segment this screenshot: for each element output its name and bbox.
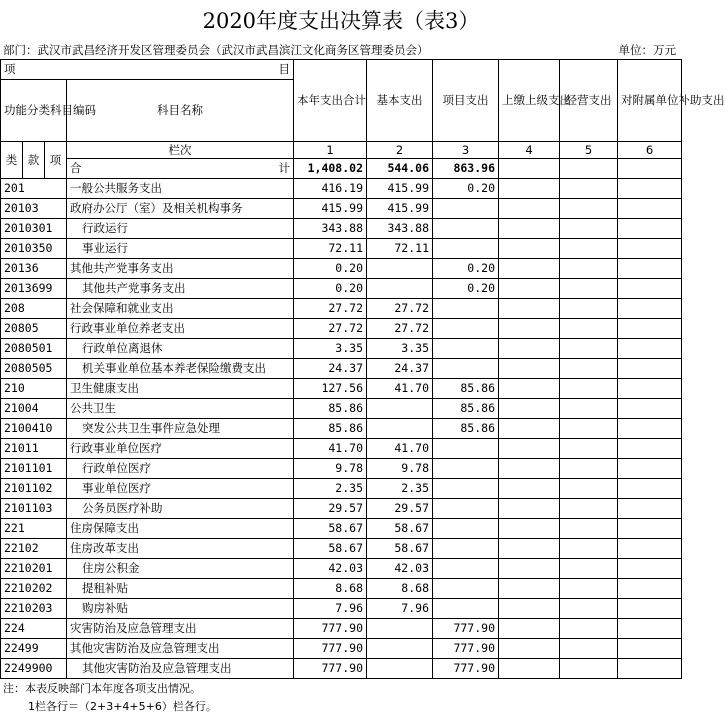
row-total: 8.68 — [294, 579, 367, 599]
row-basic: 27.72 — [367, 319, 433, 339]
row-total: 0.20 — [294, 279, 367, 299]
row-code: 2249900 — [1, 659, 67, 679]
header-project: 项目支出 — [433, 60, 499, 142]
row-total: 3.35 — [294, 339, 367, 359]
note-line-1: 注：本表反映部门本年度各项支出情况。 — [3, 682, 201, 695]
row-business — [560, 439, 618, 459]
row-basic — [367, 639, 433, 659]
row-subsidy — [618, 359, 682, 379]
row-subsidy — [618, 619, 682, 639]
row-project: 85.86 — [433, 379, 499, 399]
row-business — [560, 379, 618, 399]
row-business — [560, 259, 618, 279]
header-xiang2: 项 — [45, 142, 67, 179]
row-name: 机关事业单位基本养老保险缴费支出 — [67, 359, 294, 379]
row-total: 58.67 — [294, 539, 367, 559]
row-subsidy — [618, 239, 682, 259]
row-project — [433, 439, 499, 459]
table-row — [1, 279, 682, 299]
row-basic: 29.57 — [367, 499, 433, 519]
row-total: 29.57 — [294, 499, 367, 519]
row-name: 公务员医疗补助 — [67, 499, 294, 519]
row-total: 85.86 — [294, 419, 367, 439]
row-subsidy — [618, 439, 682, 459]
table-row — [1, 339, 682, 359]
table-row — [1, 419, 682, 439]
total-row-label — [67, 159, 294, 179]
table-row — [1, 519, 682, 539]
row-basic — [367, 259, 433, 279]
row-project — [433, 599, 499, 619]
row-name: 灾害防治及应急管理支出 — [67, 619, 294, 639]
row-business — [560, 219, 618, 239]
row-business — [560, 539, 618, 559]
row-business — [560, 499, 618, 519]
row-basic — [367, 419, 433, 439]
row-code: 2101102 — [1, 479, 67, 499]
row-basic: 41.70 — [367, 439, 433, 459]
row-business — [560, 399, 618, 419]
row-basic: 9.78 — [367, 459, 433, 479]
row-basic: 72.11 — [367, 239, 433, 259]
row-business — [560, 319, 618, 339]
table-row — [1, 459, 682, 479]
table-row — [1, 219, 682, 239]
total-he: 合 — [70, 161, 82, 175]
row-subsidy — [618, 279, 682, 299]
header-basic: 基本支出 — [367, 60, 433, 142]
row-project: 777.90 — [433, 639, 499, 659]
row-upper — [499, 179, 560, 199]
table-row — [1, 539, 682, 559]
table-row — [1, 659, 682, 679]
col-number: 6 — [618, 142, 682, 159]
row-project — [433, 239, 499, 259]
row-total: 7.96 — [294, 599, 367, 619]
row-basic: 58.67 — [367, 519, 433, 539]
header-subject-name: 科目名称 — [67, 80, 294, 142]
row-upper — [499, 479, 560, 499]
row-business — [560, 599, 618, 619]
row-total: 127.56 — [294, 379, 367, 399]
row-name: 事业运行 — [67, 239, 294, 259]
row-total: 42.03 — [294, 559, 367, 579]
row-subsidy — [618, 299, 682, 319]
row-basic: 24.37 — [367, 359, 433, 379]
total-upper — [499, 159, 560, 179]
row-name: 突发公共卫生事件应急处理 — [67, 419, 294, 439]
table-row — [1, 439, 682, 459]
row-basic: 27.72 — [367, 299, 433, 319]
row-name: 行政事业单位医疗 — [67, 439, 294, 459]
row-subsidy — [618, 339, 682, 359]
header-upper: 上缴上级支出 — [499, 60, 560, 142]
row-subsidy — [618, 259, 682, 279]
col-number: 5 — [560, 142, 618, 159]
row-name: 政府办公厅（室）及相关机构事务 — [67, 199, 294, 219]
row-business — [560, 299, 618, 319]
row-name: 社会保障和就业支出 — [67, 299, 294, 319]
row-project — [433, 319, 499, 339]
row-upper — [499, 419, 560, 439]
row-subsidy — [618, 599, 682, 619]
row-upper — [499, 539, 560, 559]
row-project — [433, 459, 499, 479]
table-row — [1, 399, 682, 419]
row-subsidy — [618, 219, 682, 239]
row-total: 777.90 — [294, 659, 367, 679]
row-name: 卫生健康支出 — [67, 379, 294, 399]
row-code: 22499 — [1, 639, 67, 659]
row-name: 住房保障支出 — [67, 519, 294, 539]
row-subsidy — [618, 659, 682, 679]
row-code: 2080501 — [1, 339, 67, 359]
row-subsidy — [618, 499, 682, 519]
row-total: 24.37 — [294, 359, 367, 379]
table-row — [1, 599, 682, 619]
table-row — [1, 579, 682, 599]
header-func-code: 功能分类科目编码 — [1, 80, 67, 142]
table-row — [1, 639, 682, 659]
row-business — [560, 639, 618, 659]
row-upper — [499, 319, 560, 339]
row-upper — [499, 379, 560, 399]
row-code: 208 — [1, 299, 67, 319]
row-basic: 8.68 — [367, 579, 433, 599]
row-project — [433, 299, 499, 319]
row-code: 2010301 — [1, 219, 67, 239]
row-project — [433, 519, 499, 539]
row-total: 85.86 — [294, 399, 367, 419]
row-subsidy — [618, 319, 682, 339]
row-subsidy — [618, 639, 682, 659]
row-code: 2210202 — [1, 579, 67, 599]
row-name: 住房改革支出 — [67, 539, 294, 559]
row-code: 20805 — [1, 319, 67, 339]
row-subsidy — [618, 579, 682, 599]
header-kuan: 款 — [23, 142, 45, 179]
row-basic: 7.96 — [367, 599, 433, 619]
row-name: 购房补贴 — [67, 599, 294, 619]
table-row — [1, 359, 682, 379]
row-basic: 41.70 — [367, 379, 433, 399]
total-project: 863.96 — [433, 159, 499, 179]
row-basic: 415.99 — [367, 179, 433, 199]
row-project: 777.90 — [433, 659, 499, 679]
row-subsidy — [618, 539, 682, 559]
row-business — [560, 519, 618, 539]
row-basic — [367, 279, 433, 299]
row-basic — [367, 659, 433, 679]
row-project: 0.20 — [433, 279, 499, 299]
row-total: 416.19 — [294, 179, 367, 199]
row-business — [560, 279, 618, 299]
row-project: 777.90 — [433, 619, 499, 639]
header-mu: 目 — [278, 62, 290, 76]
row-name: 住房公积金 — [67, 559, 294, 579]
table-row — [1, 479, 682, 499]
row-code: 21011 — [1, 439, 67, 459]
header-xiang-mu — [1, 60, 294, 80]
row-code: 2010350 — [1, 239, 67, 259]
table-row — [1, 379, 682, 399]
unit-label: 单位：万元 — [618, 43, 676, 57]
row-subsidy — [618, 399, 682, 419]
header-total: 本年支出合计 — [294, 60, 367, 142]
row-subsidy — [618, 179, 682, 199]
col-number: 2 — [367, 142, 433, 159]
row-name: 其他灾害防治及应急管理支出 — [67, 639, 294, 659]
row-subsidy — [618, 419, 682, 439]
row-code: 2013699 — [1, 279, 67, 299]
row-upper — [499, 259, 560, 279]
row-upper — [499, 579, 560, 599]
header-lanci: 栏次 — [67, 142, 294, 159]
row-business — [560, 619, 618, 639]
row-subsidy — [618, 379, 682, 399]
row-basic: 3.35 — [367, 339, 433, 359]
row-name: 一般公共服务支出 — [67, 179, 294, 199]
row-total: 2.35 — [294, 479, 367, 499]
expenditure-table — [0, 59, 725, 679]
row-business — [560, 239, 618, 259]
row-basic: 42.03 — [367, 559, 433, 579]
col-number: 1 — [294, 142, 367, 159]
row-basic — [367, 619, 433, 639]
report-title: 2020年度支出决算表（表3） — [202, 9, 480, 33]
row-code: 201 — [1, 179, 67, 199]
row-subsidy — [618, 459, 682, 479]
row-name: 行政事业单位养老支出 — [67, 319, 294, 339]
row-project: 85.86 — [433, 399, 499, 419]
table-row — [1, 259, 682, 279]
row-upper — [499, 279, 560, 299]
row-code: 2080505 — [1, 359, 67, 379]
row-project: 0.20 — [433, 179, 499, 199]
table-row — [1, 239, 682, 259]
department-label: 部门：武汉市武昌经济开发区管理委员会（武汉市武昌滨江文化商务区管理委员会） — [3, 43, 429, 57]
row-total: 0.20 — [294, 259, 367, 279]
row-business — [560, 479, 618, 499]
row-code: 210 — [1, 379, 67, 399]
header-business: 经营支出 — [560, 60, 618, 142]
row-upper — [499, 299, 560, 319]
row-total: 27.72 — [294, 319, 367, 339]
row-business — [560, 459, 618, 479]
row-subsidy — [618, 559, 682, 579]
col-number: 4 — [499, 142, 560, 159]
table-row — [1, 619, 682, 639]
row-total: 343.88 — [294, 219, 367, 239]
row-upper — [499, 459, 560, 479]
row-code: 22102 — [1, 539, 67, 559]
row-business — [560, 179, 618, 199]
row-project: 0.20 — [433, 259, 499, 279]
row-subsidy — [618, 479, 682, 499]
row-upper — [499, 559, 560, 579]
row-name: 其他灾害防治及应急管理支出 — [67, 659, 294, 679]
row-name: 行政单位离退休 — [67, 339, 294, 359]
row-project — [433, 559, 499, 579]
row-subsidy — [618, 519, 682, 539]
row-basic: 343.88 — [367, 219, 433, 239]
row-name: 提租补贴 — [67, 579, 294, 599]
row-total: 41.70 — [294, 439, 367, 459]
total-basic: 544.06 — [367, 159, 433, 179]
table-row — [1, 499, 682, 519]
table-row — [1, 299, 682, 319]
row-business — [560, 419, 618, 439]
row-subsidy — [618, 199, 682, 219]
header-subsidy: 对附属单位补助支出 — [618, 60, 682, 142]
row-business — [560, 359, 618, 379]
row-code: 221 — [1, 519, 67, 539]
row-project — [433, 579, 499, 599]
row-code: 20103 — [1, 199, 67, 219]
row-code: 2101103 — [1, 499, 67, 519]
row-business — [560, 339, 618, 359]
row-project — [433, 539, 499, 559]
row-project: 85.86 — [433, 419, 499, 439]
row-upper — [499, 519, 560, 539]
col-number: 3 — [433, 142, 499, 159]
table-row — [1, 319, 682, 339]
row-project — [433, 339, 499, 359]
row-upper — [499, 439, 560, 459]
row-name: 行政运行 — [67, 219, 294, 239]
row-total: 58.67 — [294, 519, 367, 539]
row-code: 2210203 — [1, 599, 67, 619]
row-name: 行政单位医疗 — [67, 459, 294, 479]
row-business — [560, 579, 618, 599]
row-upper — [499, 239, 560, 259]
row-name: 其他共产党事务支出 — [67, 259, 294, 279]
row-upper — [499, 599, 560, 619]
row-upper — [499, 359, 560, 379]
row-basic: 2.35 — [367, 479, 433, 499]
row-upper — [499, 339, 560, 359]
note-line-2: 1栏各行＝（2+3+4+5+6）栏各行。 — [28, 700, 217, 713]
table-row — [1, 199, 682, 219]
row-project — [433, 199, 499, 219]
row-upper — [499, 619, 560, 639]
row-code: 224 — [1, 619, 67, 639]
row-upper — [499, 639, 560, 659]
row-total: 777.90 — [294, 619, 367, 639]
row-name: 事业单位医疗 — [67, 479, 294, 499]
row-project — [433, 499, 499, 519]
row-code: 2101101 — [1, 459, 67, 479]
row-business — [560, 659, 618, 679]
row-upper — [499, 499, 560, 519]
table-row — [1, 179, 682, 199]
row-upper — [499, 659, 560, 679]
row-code: 21004 — [1, 399, 67, 419]
row-total: 777.90 — [294, 639, 367, 659]
table-row — [1, 559, 682, 579]
total-business — [560, 159, 618, 179]
total-ji: 计 — [278, 161, 290, 175]
row-project — [433, 479, 499, 499]
row-upper — [499, 219, 560, 239]
row-total: 72.11 — [294, 239, 367, 259]
row-code: 2210201 — [1, 559, 67, 579]
header-xiang: 项 — [4, 62, 16, 76]
row-code: 20136 — [1, 259, 67, 279]
row-basic: 415.99 — [367, 199, 433, 219]
row-total: 9.78 — [294, 459, 367, 479]
row-business — [560, 559, 618, 579]
row-code: 2100410 — [1, 419, 67, 439]
row-basic: 58.67 — [367, 539, 433, 559]
total-amount: 1,408.02 — [294, 159, 367, 179]
row-name: 公共卫生 — [67, 399, 294, 419]
total-subsidy — [618, 159, 682, 179]
row-business — [560, 199, 618, 219]
row-project — [433, 359, 499, 379]
row-total: 415.99 — [294, 199, 367, 219]
row-basic — [367, 399, 433, 419]
row-name: 其他共产党事务支出 — [67, 279, 294, 299]
row-upper — [499, 399, 560, 419]
row-total: 27.72 — [294, 299, 367, 319]
row-project — [433, 219, 499, 239]
header-lei: 类 — [1, 142, 23, 179]
row-upper — [499, 199, 560, 219]
